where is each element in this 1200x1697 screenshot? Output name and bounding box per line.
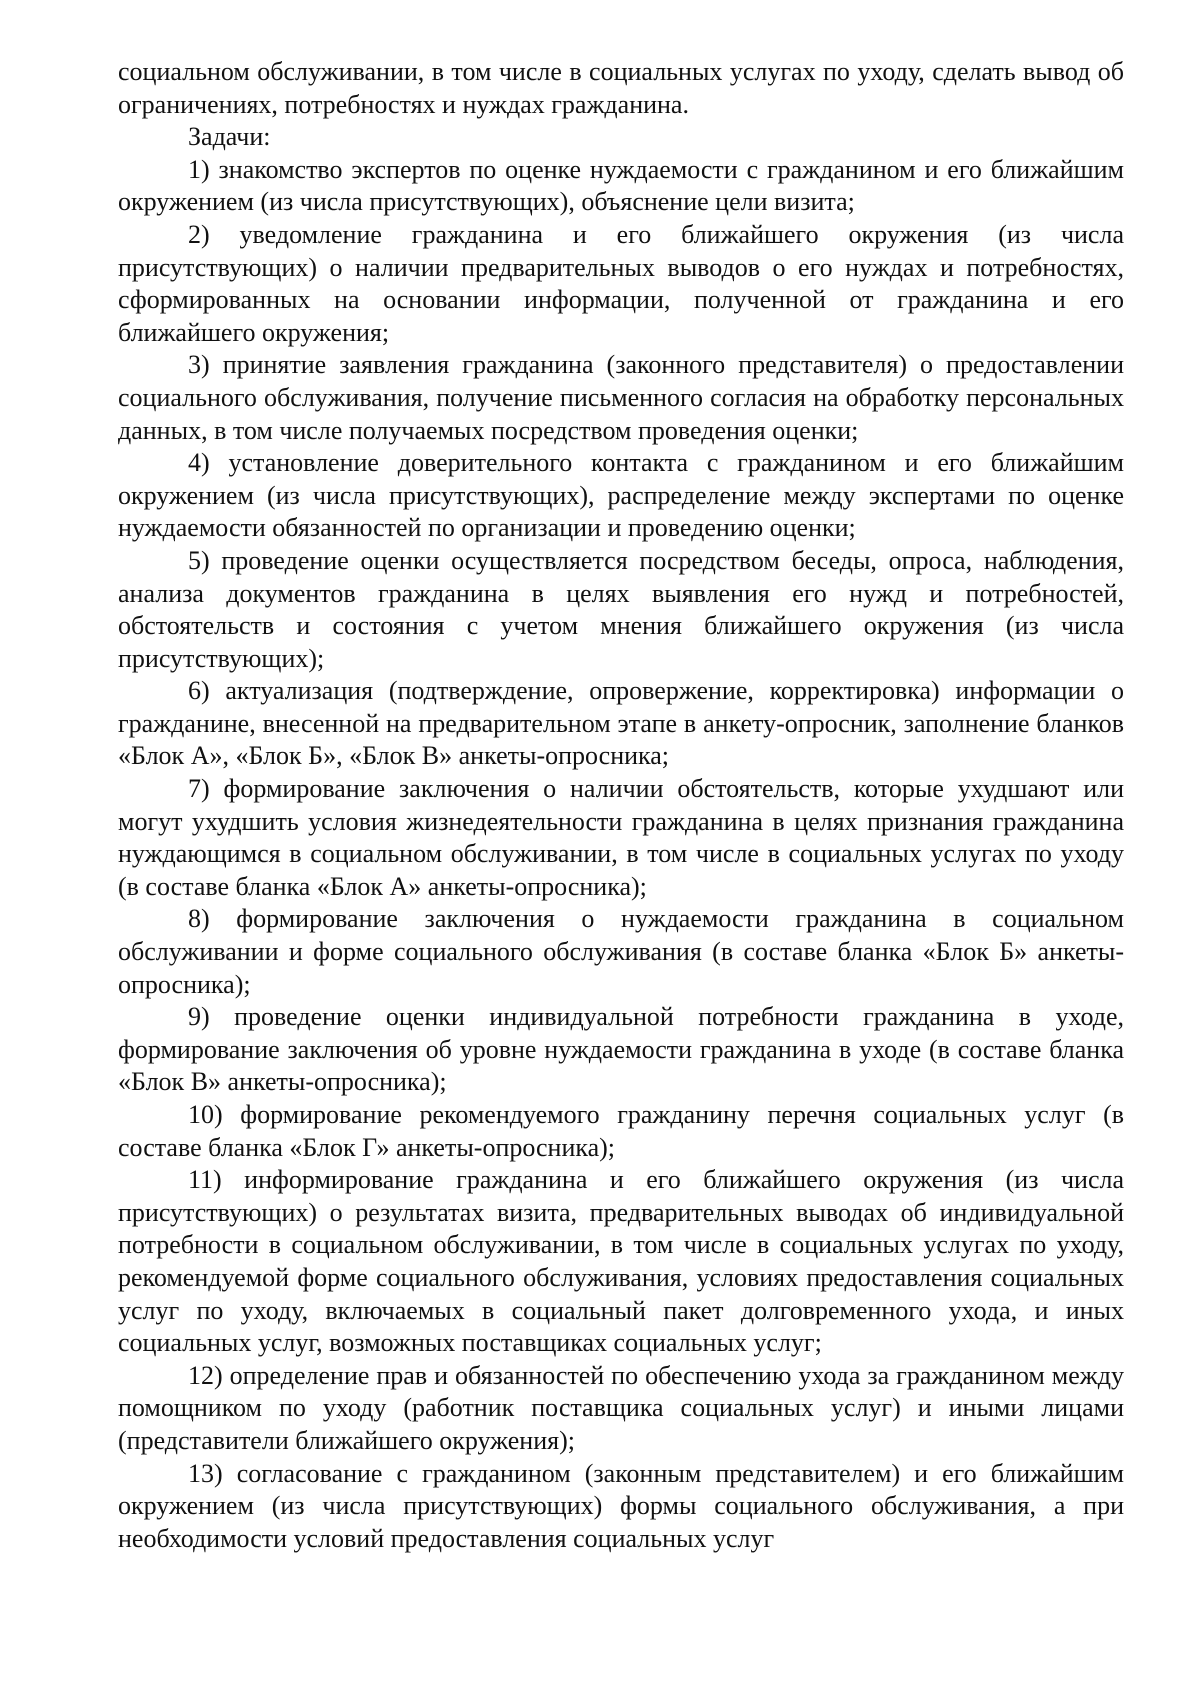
task-item-10: 10) формирование рекомендуемого гражданину перечня социальных услуг (в составе бланка «Блок Г» анкеты-опросника); (118, 1100, 1124, 1162)
tasks-heading: Задачи: (188, 122, 271, 152)
task-item-8: 8) формирование заключения о нуждаемости гражданина в социальном обслуживании и форме социального обслуживания (в составе бланка «Блок Б» анкеты-опросника); (118, 904, 1124, 999)
task-item-3: 3) принятие заявления гражданина (законного представителя) о предоставлении социального обслуживания, получение письменного согласия на обработку персональных данных, в том числе получаемых посредством проведения оценки; (118, 350, 1124, 445)
task-item-4: 4) установление доверительного контакта с гражданином и его ближайшим окружением (из числа присутствующих), распределение между экспертами по оценке нуждаемости обязанностей по организации и проведению оценки; (118, 448, 1124, 543)
task-item-6: 6) актуализация (подтверждение, опровержение, корректировка) информации о гражданине, внесенной на предварительном этапе в анкету-опросник, заполнение бланков «Блок А», «Блок Б», «Блок В» анкеты-опросника; (118, 676, 1124, 771)
task-item-1: 1) знакомство экспертов по оценке нуждаемости с гражданином и его ближайшим окружением (из числа присутствующих), объяснение цели визита; (118, 154, 1124, 217)
task-item-2: 2) уведомление гражданина и его ближайшего окружения (из числа присутствующих) о наличии предварительных выводов о его нуждах и потребностях, сформированных на основании информации, полученной от гражданина и его ближайшего окружения; (118, 219, 1124, 347)
document-page (118, 56, 1124, 1555)
task-item-11: 11) информирование гражданина и его ближайшего окружения (из числа присутствующих) о результатах визита, предварительных выводах об индивидуальной потребности в социальном обслуживании, в том числе в социальных услугах по уходу, рекомендуемой форме социального обслуживания, условиях предоставления социальных услуг по уходу, включаемых в социальный пакет долговременного ухода, и иных социальных услуг, возможных поставщиках социальных услуг; (118, 1165, 1124, 1358)
lead-paragraph: социальном обслуживании, в том числе в социальных услугах по уходу, сделать вывод об ограничениях, потребностях и нуждах гражданина. (118, 57, 1124, 119)
task-item-12: 12) определение прав и обязанностей по обеспечению ухода за гражданином между помощником по уходу (работник поставщика социальных услуг) и иными лицами (представители ближайшего окружения); (118, 1360, 1124, 1455)
task-item-7: 7) формирование заключения о наличии обстоятельств, которые ухудшают или могут ухудшить условия жизнедеятельности гражданина в целях признания гражданина нуждающимся в социальном обслуживании, в том числе в социальных услугах по уходу (в составе бланка «Блок А» анкеты-опросника); (118, 774, 1124, 901)
task-item-13: 13) согласование с гражданином (законным представителем) и его ближайшим окружением (из числа присутствующих) формы социального обслуживания, а при необходимости условий предоставления социальных услуг (118, 1458, 1124, 1553)
task-item-5: 5) проведение оценки осуществляется посредством беседы, опроса, наблюдения, анализа документов гражданина в целях выявления его нужд и потребностей, обстоятельств и состояния с учетом мнения ближайшего окружения (из числа присутствующих); (118, 545, 1124, 673)
task-item-9: 9) проведение оценки индивидуальной потребности гражданина в уходе, формирование заключения об уровне нуждаемости гражданина в уходе (в составе бланка «Блок В» анкеты-опросника); (118, 1002, 1124, 1097)
